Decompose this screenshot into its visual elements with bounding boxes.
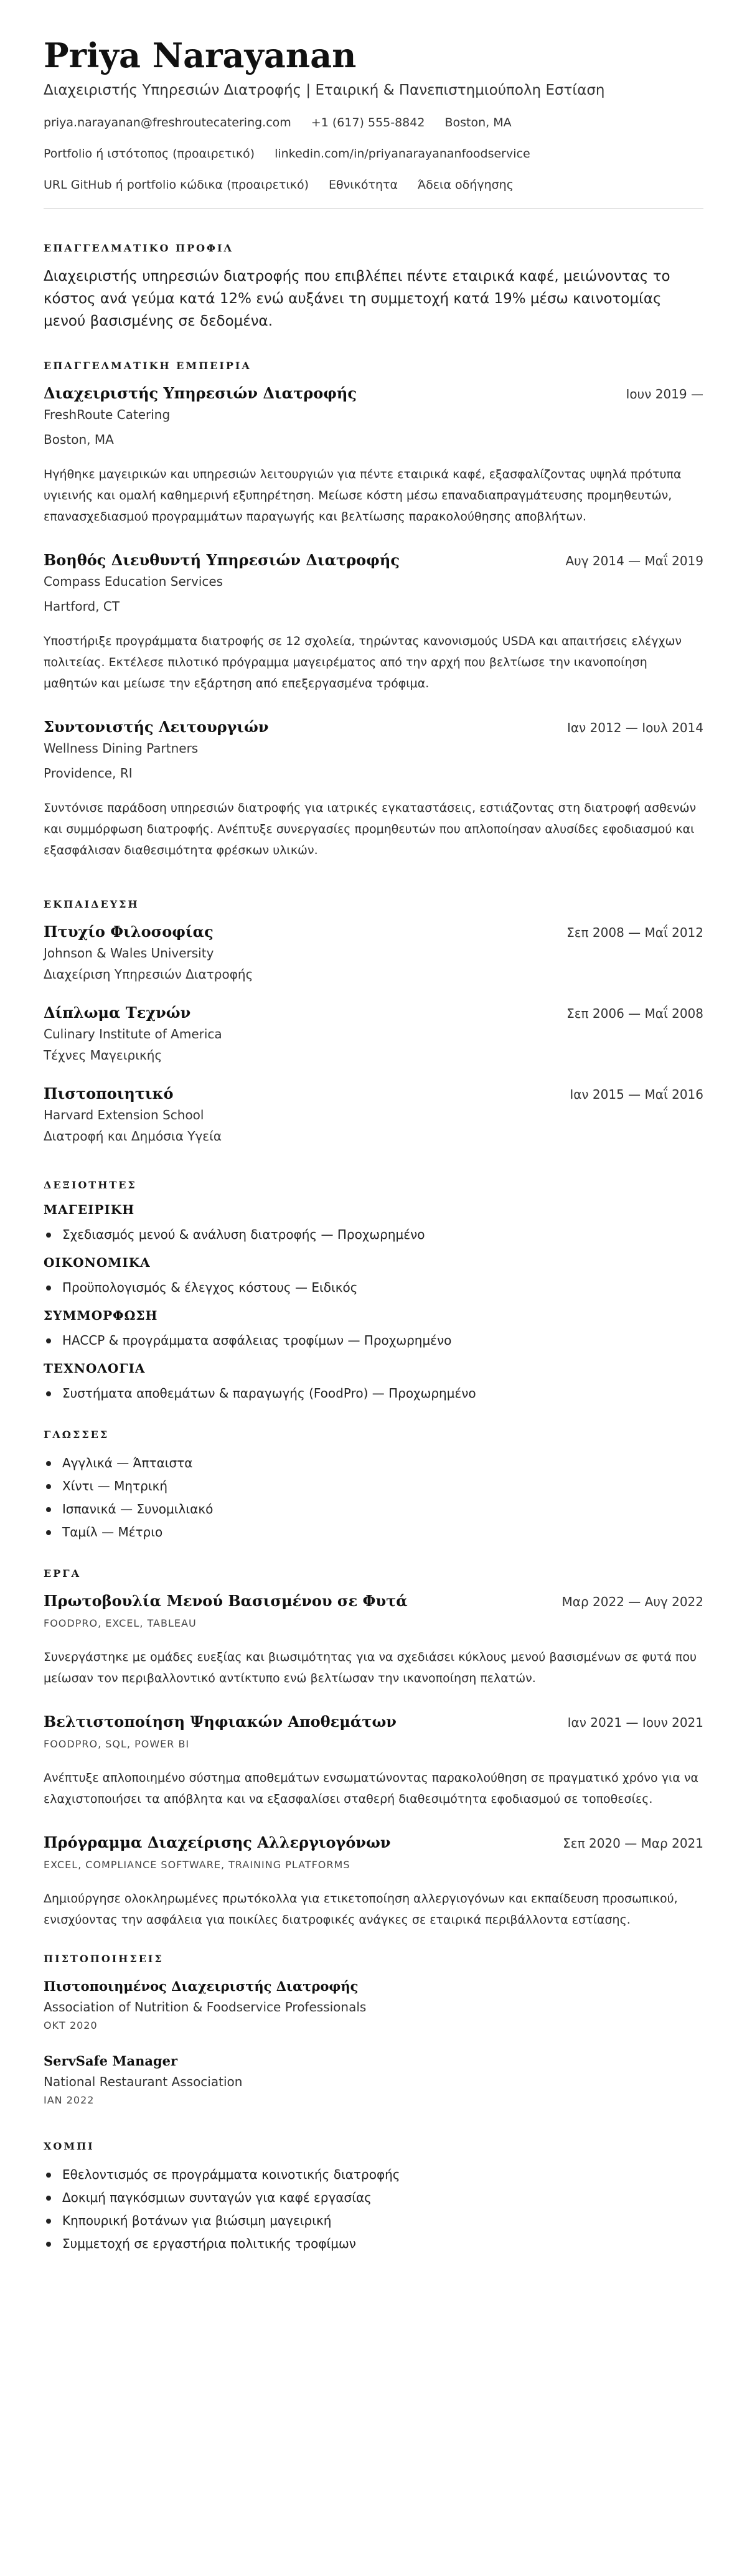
skill-item: Σχεδιασμός μενού & ανάλυση διατροφής — Προχωρημένο xyxy=(44,1223,703,1246)
job-dates: Ιουν 2019 — xyxy=(626,387,703,402)
job-description: Ηγήθηκε μαγειρικών και υπηρεσιών λειτουργιών για πέντε εταιρικά καφέ, εξασφαλίζοντας υψηλά πρότυπα υγιεινής και ομαλή καθημερινή εξυπηρέτηση. Μείωσε κόστη μέσω επαναδιαπραγμάτευσης προμηθευτών, επανασχεδιασμού προγραμμάτων παραγωγής και βελτίωσης παρακολούθησης αποβλήτων. xyxy=(44,468,682,524)
skill-category: ΣΥΜΜΟΡΦΩΣΗ xyxy=(44,1308,158,1323)
job-company: FreshRoute Catering xyxy=(44,407,171,422)
degree-name: Πιστοποιητικό xyxy=(44,1084,174,1102)
summary-title: ΕΠΑΓΓΕΛΜΑΤΙΚΟ ΠΡΟΦΙΛ xyxy=(44,242,233,254)
project-description: Ανέπτυξε απλοποιημένο σύστημα αποθεμάτων ενσωματώνοντας παρακολούθηση σε πραγματικό χρόνο για να ελαχιστοποιήσει τα απόβλητα και να εξασφαλίσει σταθερή διαθεσιμότητα εφοδιασμού σε τοποθεσίες. xyxy=(44,1771,699,1806)
skill-item: HACCP & προγράμματα ασφάλειας τροφίμων — Προχωρημένο xyxy=(44,1329,703,1352)
summary-text: Διαχειριστής υπηρεσιών διατροφής που επιβλέπει πέντε εταιρικά καφέ, μειώνοντας το κόστος ανά γεύμα κατά 12% ενώ αυξάνει τη συμμετοχή κατά 19% μέσω καινοτομίας μενού βασισμένης σε δεδομένα. xyxy=(44,268,670,329)
job-location: Hartford, CT xyxy=(44,599,120,614)
skill-list xyxy=(44,1329,703,1352)
job-role: Διαχειριστής Υπηρεσιών Διατροφής xyxy=(44,384,357,402)
job-location: Providence, RI xyxy=(44,766,133,781)
skill-item: Συστήματα αποθεμάτων & παραγωγής (FoodPro) — Προχωρημένο xyxy=(44,1382,703,1405)
project-entry xyxy=(44,1832,703,1930)
certification-org: National Restaurant Association xyxy=(44,2074,243,2089)
hobby-item: Συμμετοχή σε εργαστήρια πολιτικής τροφίμων xyxy=(44,2232,703,2255)
certification-name: Πιστοποιημένος Διαχειριστής Διατροφής xyxy=(44,1978,359,1994)
study-field: Τέχνες Μαγειρικής xyxy=(44,1048,162,1063)
job-dates: Ιαν 2012 — Ιουλ 2014 xyxy=(566,720,703,735)
degree-dates: Σεπ 2006 — Μαΐ 2008 xyxy=(566,1006,703,1021)
candidate-headline: Διαχειριστής Υπηρεσιών Διατροφής | Εταιρική & Πανεπιστημιούπολη Εστίαση xyxy=(44,82,605,98)
project-description: Συνεργάστηκε με ομάδες ευεξίας και βιωσιμότητας για να σχεδιάσει κύκλους μενού βασισμένων σε φυτά που μείωσαν τον περιβαλλοντικό αντίκτυπο ενώ βελτίωσαν την ικανοποίηση πελατών. xyxy=(44,1650,697,1685)
certification-date: ΟΚΤ 2020 xyxy=(44,2019,98,2031)
experience-title: ΕΠΑΓΓΕΛΜΑΤΙΚΗ ΕΜΠΕΙΡΙΑ xyxy=(44,360,251,372)
contact-row-3 xyxy=(44,177,703,193)
skills-title: ΔΕΞΙΟΤΗΤΕΣ xyxy=(44,1179,137,1191)
education-entry xyxy=(44,1083,703,1147)
project-tech: EXCEL, COMPLIANCE SOFTWARE, TRAINING PLATFORMS xyxy=(44,1859,350,1871)
job-role: Συντονιστής Λειτουργιών xyxy=(44,718,269,736)
school-name: Johnson & Wales University xyxy=(44,946,214,961)
contact-row-2 xyxy=(44,146,703,162)
projects-section xyxy=(44,1568,703,1930)
hobby-item: Δοκιμή παγκόσμιων συνταγών για καφέ εργασίας xyxy=(44,2186,703,2209)
skills-section xyxy=(44,1179,703,1405)
candidate-name: Priya Narayanan xyxy=(44,35,357,75)
project-dates: Μαρ 2022 — Αυγ 2022 xyxy=(561,1594,703,1609)
degree-name: Πτυχίο Φιλοσοφίας xyxy=(44,923,214,941)
contact-email[interactable]: priya.narayanan@freshroutecatering.com xyxy=(44,116,291,129)
project-tech: FOODPRO, SQL, POWER BI xyxy=(44,1738,190,1750)
experience-section xyxy=(44,360,703,861)
project-description: Δημιούργησε ολοκληρωμένες πρωτόκολλα για ετικετοποίηση αλλεργιογόνων και εκπαίδευση προσωπικού, ενισχύοντας την ασφάλεια για ποικίλες διατροφικές ανάγκες σε εταιρικά περιβάλλοντα εστίασης. xyxy=(44,1892,678,1927)
contact-github[interactable]: URL GitHub ή portfolio κώδικα (προαιρετικό) xyxy=(44,178,309,192)
skill-list xyxy=(44,1223,703,1246)
degree-name: Δίπλωμα Τεχνών xyxy=(44,1004,191,1022)
certification-name: ServSafe Manager xyxy=(44,2053,178,2069)
summary-section xyxy=(44,242,703,332)
hobbies-title: ΧΟΜΠΙ xyxy=(44,2140,95,2152)
certification-date: ΙΑΝ 2022 xyxy=(44,2094,95,2106)
contact-location: Boston, MA xyxy=(444,116,512,129)
resume-header xyxy=(44,35,703,193)
skill-list xyxy=(44,1276,703,1299)
school-name: Harvard Extension School xyxy=(44,1107,204,1122)
education-title: ΕΚΠΑΙΔΕΥΣΗ xyxy=(44,898,139,910)
skill-category: ΜΑΓΕΙΡΙΚΗ xyxy=(44,1202,135,1217)
skill-item: Προϋπολογισμός & έλεγχος κόστους — Ειδικός xyxy=(44,1276,703,1299)
certifications-title: ΠΙΣΤΟΠΟΙΗΣΕΙΣ xyxy=(44,1953,164,1965)
contact-phone[interactable]: +1 (617) 555-8842 xyxy=(311,116,425,129)
languages-title: ΓΛΩΣΣΕΣ xyxy=(44,1429,110,1441)
job-location: Boston, MA xyxy=(44,432,114,447)
languages-section xyxy=(44,1429,703,1544)
job-company: Compass Education Services xyxy=(44,574,223,589)
contact-linkedin[interactable]: linkedin.com/in/priyanarayananfoodservice xyxy=(275,147,530,161)
certification-entry xyxy=(44,1976,703,2034)
project-name: Βελτιστοποίηση Ψηφιακών Αποθεμάτων xyxy=(44,1713,397,1731)
hobby-item: Εθελοντισμός σε προγράμματα κοινοτικής διατροφής xyxy=(44,2163,703,2186)
job-description: Συντόνισε παράδοση υπηρεσιών διατροφής για ιατρικές εγκαταστάσεις, εστιάζοντας στη διατροφή ασθενών και συμμόρφωση διατροφής. Ανέπτυξε συνεργασίες προμηθευτών που απλοποίησαν αλυσίδες εφοδιασμού και εξασφάλισαν διαθεσιμότητα φρέσκων υλικών. xyxy=(44,801,697,857)
skill-category: ΤΕΧΝΟΛΟΓΙΑ xyxy=(44,1361,146,1376)
study-field: Διαχείριση Υπηρεσιών Διατροφής xyxy=(44,967,253,982)
hobby-item: Κηπουρική βοτάνων για βιώσιμη μαγειρική xyxy=(44,2209,703,2232)
contact-row-1 xyxy=(44,115,703,131)
project-entry xyxy=(44,1591,703,1689)
hobby-list xyxy=(44,2163,703,2255)
hobbies-section xyxy=(44,2140,703,2255)
education-section xyxy=(44,898,703,1147)
study-field: Διατροφή και Δημόσια Υγεία xyxy=(44,1129,222,1144)
job-dates: Αυγ 2014 — Μαΐ 2019 xyxy=(565,553,703,568)
language-item: Χίντι — Μητρική xyxy=(44,1475,703,1498)
school-name: Culinary Institute of America xyxy=(44,1027,222,1041)
experience-entry xyxy=(44,717,703,861)
contact-nationality: Εθνικότητα xyxy=(329,178,398,192)
education-entry xyxy=(44,1002,703,1066)
projects-title: ΕΡΓΑ xyxy=(44,1568,81,1579)
language-item: Ταμίλ — Μέτριο xyxy=(44,1521,703,1544)
skill-list xyxy=(44,1382,703,1405)
certifications-section xyxy=(44,1953,703,2109)
project-dates: Σεπ 2020 — Μαρ 2021 xyxy=(563,1836,703,1851)
certification-org: Association of Nutrition & Foodservice Professionals xyxy=(44,2000,367,2014)
project-dates: Ιαν 2021 — Ιουν 2021 xyxy=(567,1715,703,1730)
degree-dates: Ιαν 2015 — Μαΐ 2016 xyxy=(570,1087,703,1102)
language-list xyxy=(44,1452,703,1544)
education-entry xyxy=(44,921,703,985)
job-role: Βοηθός Διευθυντή Υπηρεσιών Διατροφής xyxy=(44,551,400,569)
certification-entry xyxy=(44,2051,703,2109)
language-item: Ισπανικά — Συνομιλιακό xyxy=(44,1498,703,1521)
skill-category: ΟΙΚΟΝΟΜΙΚΑ xyxy=(44,1255,151,1270)
contact-driving-license: Άδεια οδήγησης xyxy=(417,178,514,192)
job-description: Υποστήριξε προγράμματα διατροφής σε 12 σχολεία, τηρώντας κανονισμούς USDA και απαιτήσεις ελέγχων πολιτείας. Εκτέλεσε πιλοτικό πρόγραμμα μαγειρέματος από την αρχή που βελτίωσε την ικανοποίηση μαθητών και μείωσε την εξάρτηση από επεξεργασμένα τρόφιμα. xyxy=(44,634,682,690)
language-item: Αγγλικά — Άπταιστα xyxy=(44,1452,703,1475)
contact-portfolio[interactable]: Portfolio ή ιστότοπος (προαιρετικό) xyxy=(44,147,255,161)
project-name: Πρωτοβουλία Μενού Βασισμένου σε Φυτά xyxy=(44,1592,408,1610)
degree-dates: Σεπ 2008 — Μαΐ 2012 xyxy=(566,925,703,940)
project-entry xyxy=(44,1711,703,1810)
project-tech: FOODPRO, EXCEL, TABLEAU xyxy=(44,1617,197,1629)
header-divider xyxy=(44,208,703,209)
project-name: Πρόγραμμα Διαχείρισης Αλλεργιογόνων xyxy=(44,1833,391,1851)
job-company: Wellness Dining Partners xyxy=(44,741,199,756)
experience-entry xyxy=(44,550,703,694)
experience-entry xyxy=(44,383,703,527)
